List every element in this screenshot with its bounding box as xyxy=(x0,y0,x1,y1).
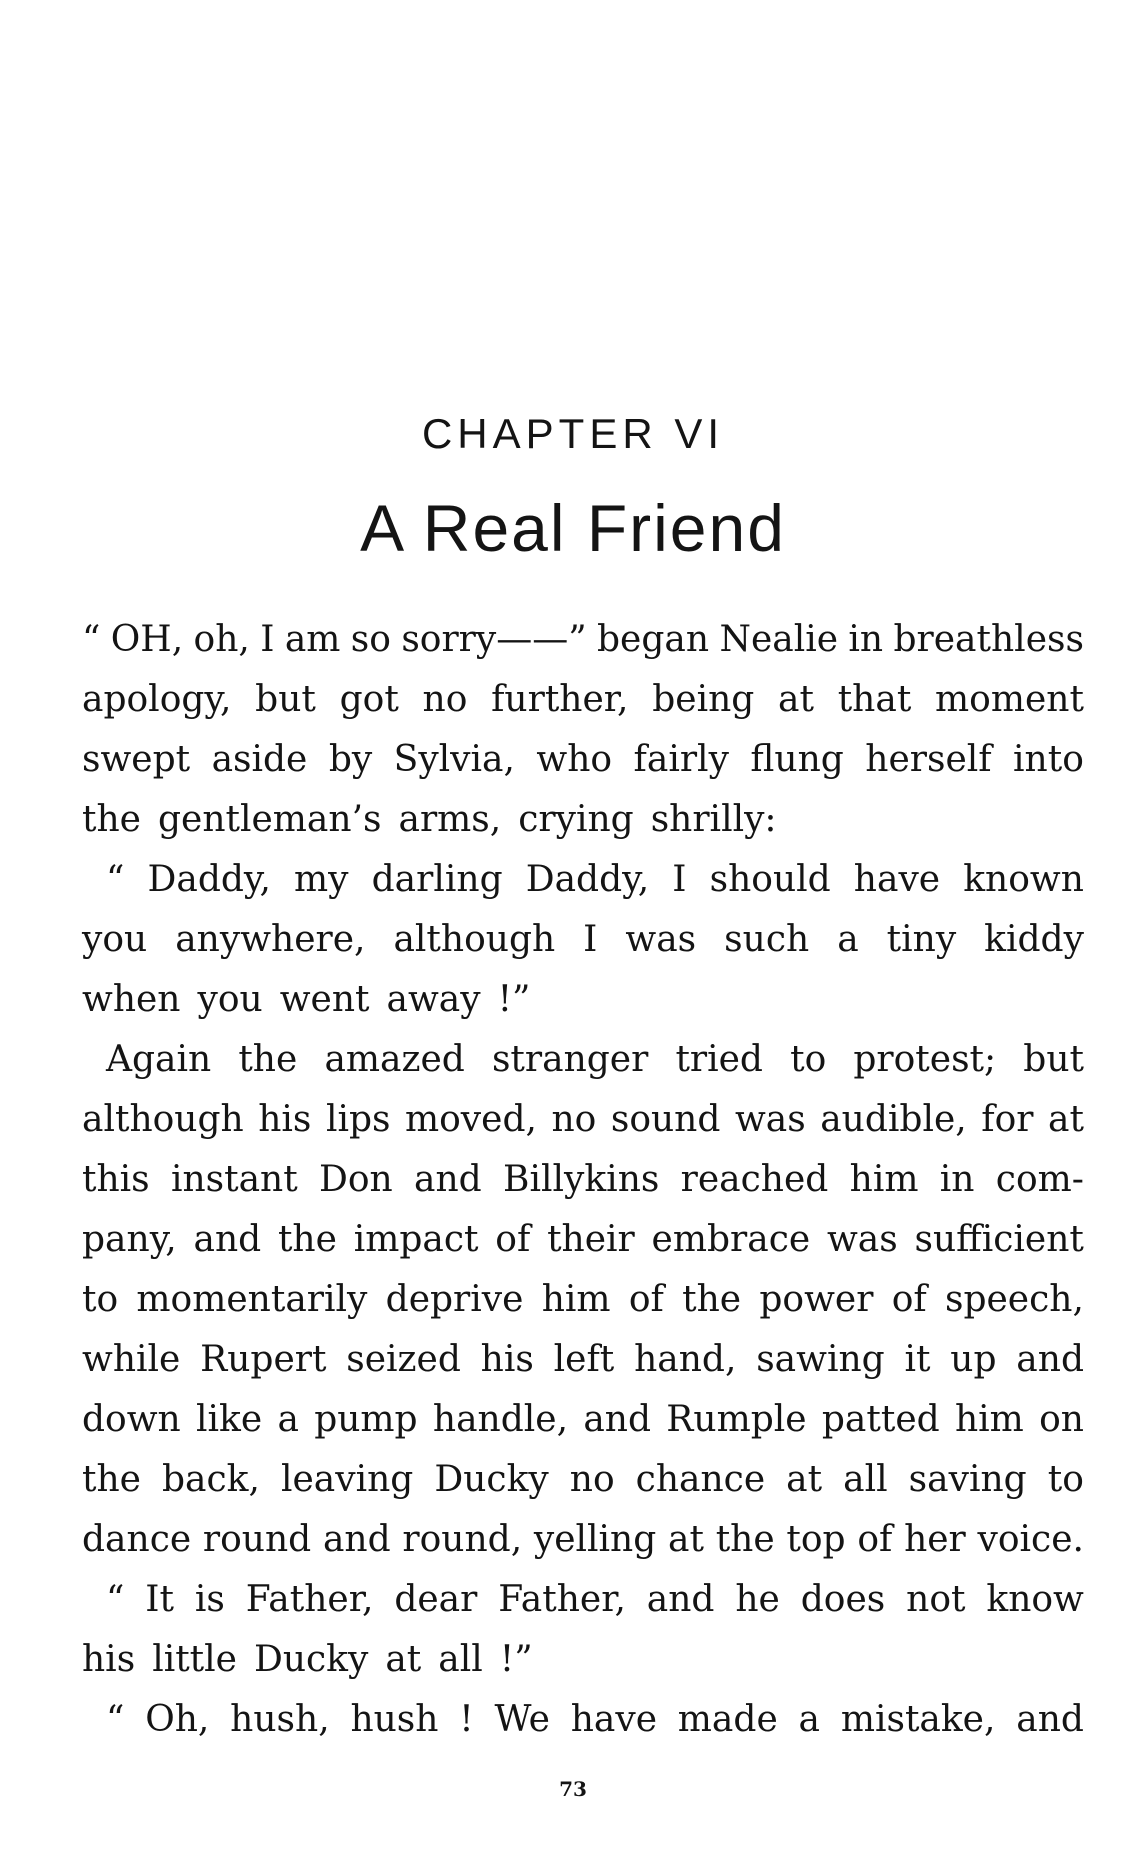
text-line: pany, and the impact of their embrace was sufficient xyxy=(82,1219,1084,1260)
text-line: “ OH, oh, I am so sorry——” began Nealie in breathless xyxy=(82,619,1084,660)
text-line: his little Ducky at all !” xyxy=(82,1639,533,1680)
text-line: swept aside by Sylvia, who fairly flung herself into xyxy=(82,739,1084,780)
text-line: this instant Don and Billykins reached him in com- xyxy=(82,1159,1084,1200)
text-line: “ Daddy, my darling Daddy, I should have known xyxy=(106,859,1084,900)
text-line: the back, leaving Ducky no chance at all saving to xyxy=(82,1459,1084,1500)
text-line: Again the amazed stranger tried to protest; but xyxy=(106,1039,1084,1080)
text-line: down like a pump handle, and Rumple patted him on xyxy=(82,1399,1084,1440)
text-line: dance round and round, yelling at the top of her voice. xyxy=(82,1519,1084,1560)
text-line: although his lips moved, no sound was audible, for at xyxy=(82,1099,1084,1140)
body-text xyxy=(82,610,1084,1750)
text-line: apology, but got no further, being at that moment xyxy=(82,679,1084,720)
text-line: “ Oh, hush, hush ! We have made a mistake, and xyxy=(106,1699,1084,1740)
chapter-title: A Real Friend xyxy=(360,491,786,565)
text-line: “ It is Father, dear Father, and he does not know xyxy=(106,1579,1084,1620)
text-line: when you went away !” xyxy=(82,979,531,1020)
text-line: you anywhere, although I was such a tiny kiddy xyxy=(82,919,1084,960)
text-line: while Rupert seized his left hand, sawing it up and xyxy=(82,1339,1084,1380)
chapter-number: CHAPTER VI xyxy=(421,410,725,457)
page-number: 73 xyxy=(559,1777,587,1801)
text-line: to momentarily deprive him of the power of speech, xyxy=(82,1279,1084,1320)
text-line: the gentleman’s arms, crying shrilly: xyxy=(82,799,777,840)
